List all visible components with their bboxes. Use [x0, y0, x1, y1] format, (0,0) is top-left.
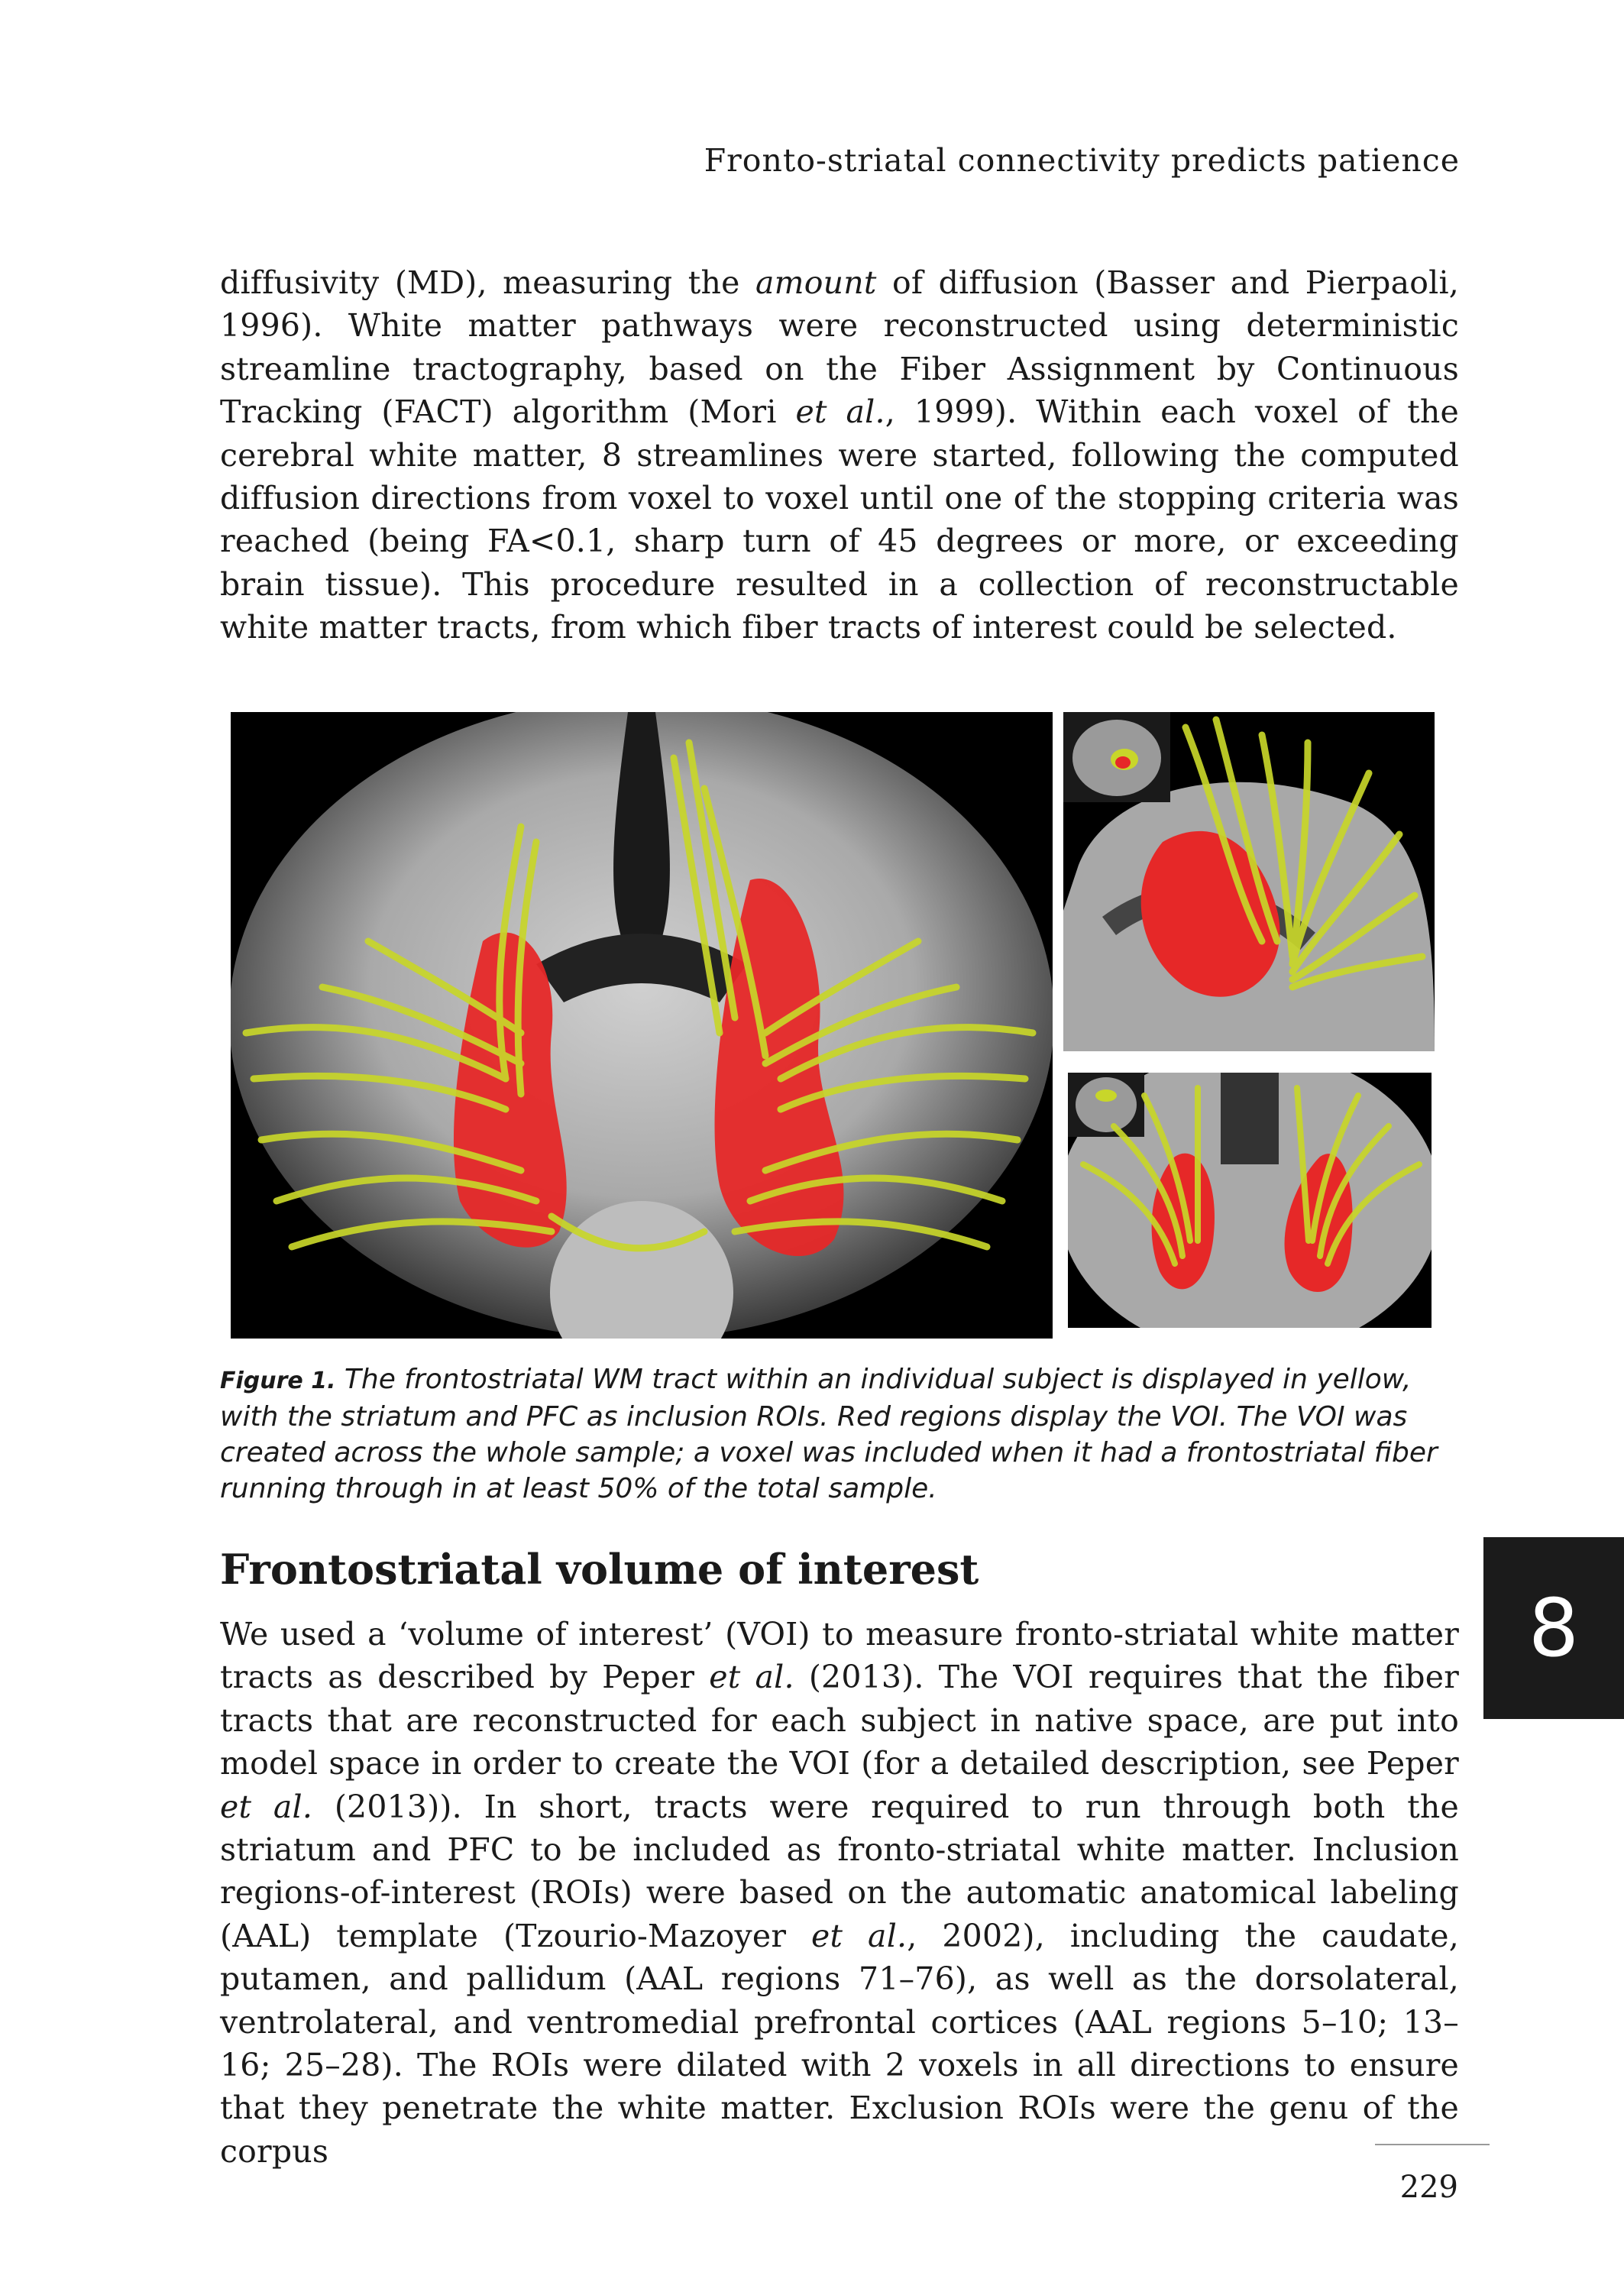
text-run: (2013). The VOI requires that the fiber tracts that are reconstructed for each subject in native space, are put into model space in order to create the VOI (for a detailed description, see Peper — [220, 1659, 1459, 1782]
text-run-italic: et al. — [220, 1788, 313, 1825]
text-run: diffusivity (MD), measuring the — [220, 264, 756, 301]
text-run: of diffusion (Basser and Pierpaoli, 1996). White matter pathways were reconstructed using deterministic streamline tractography, based on the Fiber Assignment by Continuous Tracking (FACT) algorithm (Mori — [220, 264, 1459, 431]
figure-axial-panel — [1068, 1073, 1432, 1328]
text-run-italic: et al. — [795, 393, 885, 431]
text-run-italic: et al. — [709, 1659, 794, 1696]
text-run-italic: et al. — [811, 1917, 907, 1954]
body-paragraph-1 — [220, 261, 1459, 649]
figure-main-panel — [231, 712, 1053, 1339]
text-run-italic: amount — [755, 264, 877, 301]
body-paragraph-2 — [220, 1613, 1459, 2173]
figure-label: Figure 1. — [220, 1368, 336, 1394]
chapter-tab: 8 — [1483, 1537, 1624, 1719]
running-header: Fronto-striatal connectivity predicts patience — [704, 142, 1460, 179]
text-run: , 1999). Within each voxel of the cerebral white matter, 8 streamlines were started, following the computed diffusion directions from voxel to voxel until one of the stopping criteria was reached (being FA<0.1, sharp turn of 45 degrees or more, or exceeding brain tissue). This procedure resulted in a collection of reconstructable white matter tracts, from which fiber tracts of interest could be selected. — [220, 393, 1459, 646]
figure-sagittal-panel — [1063, 712, 1435, 1051]
figure-caption — [220, 1361, 1459, 1507]
text-run: (2013)). In short, tracts were required to run through both the striatum and PFC to be included as fronto-striatal white matter. Inclusion regions-of-interest (ROIs) were based on the automatic anatomical labeling (AAL) template (Tzourio-Mazoyer — [220, 1788, 1459, 1954]
footer-rule — [1375, 2144, 1490, 2145]
section-heading: Frontostriatal volume of interest — [220, 1545, 979, 1594]
text-run: , 2002), including the caudate, putamen, and pallidum (AAL regions 71–76), as well as the dorsolateral, ventrolateral, and ventromedial prefrontal cortices (AAL regions 5–10; 13– 16; 25–28). The ROIs were dilated with 2 voxels in all directions to ensure that they penetrate the white matter. Exclusion ROIs were the genu of the corpus — [220, 1917, 1459, 2170]
figure-caption-text: The frontostriatal WM tract within an individual subject is displayed in yellow, with the striatum and PFC as inclusion ROIs. Red regions display the VOI. The VOI was created across the whole sample; a voxel was included when it had a frontostriatal fiber running through in at least 50% of the total sample. — [220, 1364, 1438, 1504]
page-number: 229 — [1399, 2170, 1458, 2205]
text-run: We used a ‘volume of interest’ (VOI) to measure fronto-striatal white matter tracts as described by Peper — [220, 1616, 1459, 1696]
